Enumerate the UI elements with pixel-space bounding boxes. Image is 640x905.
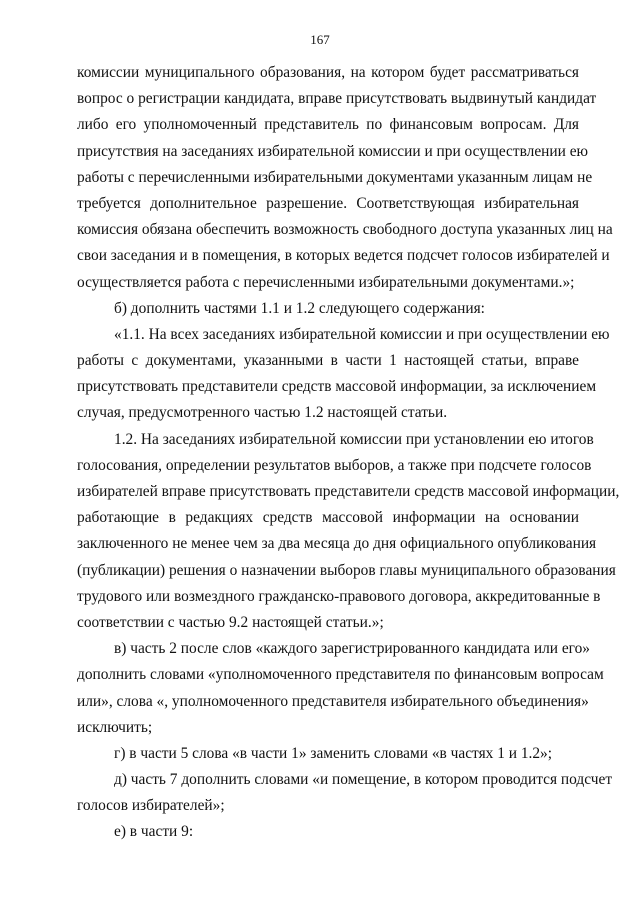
text-line: требуется дополнительное разрешение. Соответствующая избирательная <box>77 194 579 212</box>
text-line: работы с документами, указанными в части 1 настоящей статьи, вправе <box>77 352 579 370</box>
text-line: комиссии муниципального образования, на котором будет рассматриваться <box>77 64 579 81</box>
text-line: комиссия обязана обеспечить возможность свободного доступа указанных лиц на <box>77 221 613 239</box>
text-line: в) часть 2 после слов «каждого зарегистрированного кандидата или его» <box>114 640 590 658</box>
text-line: присутствия на заседаниях избирательной комиссии и при осуществлении ею <box>77 142 589 160</box>
text-line: голосования, определении результатов выборов, а также при подсчете голосов <box>77 456 592 474</box>
text-line: избирателей вправе присутствовать представители средств массовой информации, <box>77 483 620 500</box>
text-line: работы с перечисленными избирательными документами указанным лицам не <box>77 168 593 186</box>
text-line: б) дополнить частями 1.1 и 1.2 следующего содержания: <box>114 299 485 317</box>
text-line: дополнить словами «уполномоченного представителя по финансовым вопросам <box>77 666 604 684</box>
page-number: 167 <box>310 32 330 47</box>
text-line: исключить; <box>77 718 153 736</box>
text-line: работающие в редакциях средств массовой информации на основании <box>77 509 579 527</box>
text-line: голосов избирателей»; <box>77 797 225 815</box>
text-line: (публикации) решения о назначении выборов главы муниципального образования <box>77 561 616 579</box>
text-line: соответствии с частью 9.2 настоящей статьи.»; <box>77 613 384 631</box>
text-line: или», слова «, уполномоченного представителя избирательного объединения» <box>77 692 589 710</box>
text-line: 1.2. На заседаниях избирательной комиссии при установлении ею итогов <box>114 430 594 448</box>
text-line: д) часть 7 дополнить словами «и помещение, в котором проводится подсчет <box>114 771 613 789</box>
text-line: либо его уполномоченный представитель по финансовым вопросам. Для <box>77 116 579 134</box>
text-line: осуществляется работа с перечисленными избирательными документами.»; <box>77 273 575 291</box>
text-line: трудового или возмездного гражданско-правового договора, аккредитованные в <box>77 587 601 605</box>
text-line: присутствовать представители средств массовой информации, за исключением <box>77 378 597 396</box>
document-body <box>77 60 620 846</box>
text-line: заключенного не менее чем за два месяца до дня официального опубликования <box>77 535 597 553</box>
text-line: свои заседания и в помещения, в которых ведется подсчет голосов избирателей и <box>77 247 610 265</box>
text-line: г) в части 5 слова «в части 1» заменить словами «в частях 1 и 1.2»; <box>114 744 553 762</box>
text-line: «1.1. На всех заседаниях избирательной комиссии и при осуществлении ею <box>114 325 610 343</box>
text-line: е) в части 9: <box>114 823 194 841</box>
text-line: случая, предусмотренного частью 1.2 настоящей статьи. <box>77 404 448 422</box>
text-line: вопрос о регистрации кандидата, вправе присутствовать выдвинутый кандидат <box>77 90 597 108</box>
